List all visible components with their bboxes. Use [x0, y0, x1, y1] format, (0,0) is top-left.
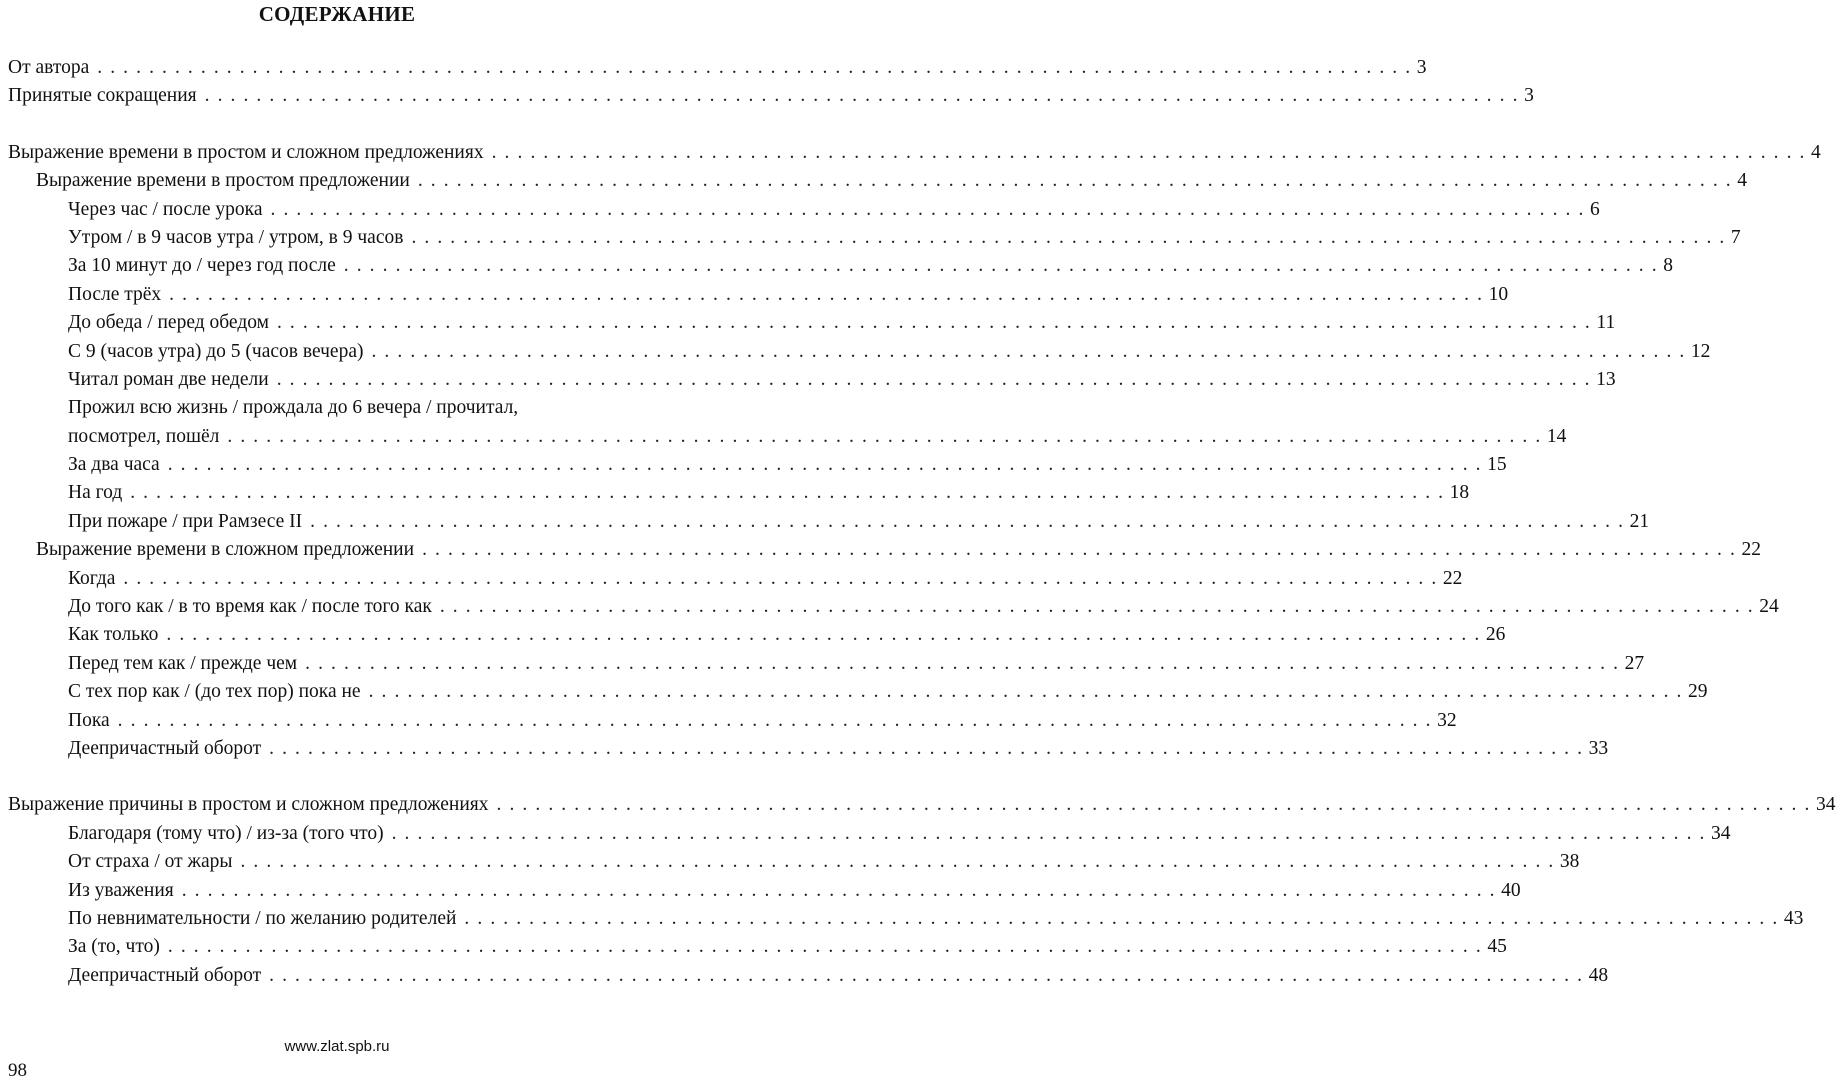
table-of-contents	[0, 54, 1836, 990]
toc-entry[interactable]	[0, 621, 1506, 649]
toc-entry-page: 15	[1487, 454, 1507, 476]
toc-entry[interactable]	[0, 252, 1673, 280]
toc-entry-page: 22	[1442, 567, 1463, 589]
dot-leader: . . . . . . . . . . . . . . . . . . . . . . . . . . . . . . . . . . . . . . . . . . . . . . . . . . . . . . . . . . . . . . . . . . . . . . . . . . . . . . . . . . . . . . . . . . . . . . . . . . . . . .	[276, 368, 1592, 390]
toc-entry[interactable]	[0, 962, 1609, 990]
dot-leader: . . . . . . . . . . . . . . . . . . . . . . . . . . . . . . . . . . . . . . . . . . . . . . . . . . . . . . . . . . . . . . . . . . . . . . . . . . . . . . . . . . . . . . . . . . . . . . . . . . . . . .	[417, 170, 1733, 192]
dot-leader: . . . . . . . . . . . . . . . . . . . . . . . . . . . . . . . . . . . . . . . . . . . . . . . . . . . . . . . . . . . . . . . . . . . . . . . . . . . . . . . . . . . . . . . . . . . . . . . . . . . . . .	[276, 312, 1592, 334]
toc-entry-title: Перед тем как / прежде чем	[68, 652, 298, 674]
toc-entry-title: Пока	[68, 709, 110, 731]
dot-leader: . . . . . . . . . . . . . . . . . . . . . . . . . . . . . . . . . . . . . . . . . . . . . . . . . . . . . . . . . . . . . . . . . . . . . . . . . . . . . . . . . . . . . . . . . . . . . . . . . . . . . .	[371, 340, 1686, 362]
toc-entry-title: По невнимательности / по желанию родителей	[68, 907, 457, 929]
toc-entry-text-line1: Прожил всю жизнь / прождала до 6 вечера / прочитал,	[68, 397, 519, 419]
toc-entry[interactable]	[0, 338, 1711, 366]
toc-entry-page: 48	[1588, 964, 1609, 986]
toc-entry[interactable]	[0, 54, 1427, 82]
toc-entry-title: От страха / от жары	[68, 851, 233, 873]
dot-leader: . . . . . . . . . . . . . . . . . . . . . . . . . . . . . . . . . . . . . . . . . . . . . . . . . . . . . . . . . . . . . . . . . . . . . . . . . . . . . . . . . . . . . . . . . . . . . . . . . . . . . .	[169, 283, 1484, 305]
toc-entry-title: Когда	[68, 567, 116, 589]
toc-entry-title: С тех пор как / (до тех пор) пока не	[68, 681, 361, 703]
toc-entry-title: За 10 минут до / через год после	[68, 255, 336, 277]
toc-entry[interactable]	[0, 167, 1748, 195]
toc-entry-page: 3	[1524, 85, 1534, 107]
toc-entry-page: 22	[1741, 539, 1761, 561]
toc-entry[interactable]	[0, 820, 1731, 848]
toc-entry[interactable]	[0, 224, 1741, 252]
dot-leader: . . . . . . . . . . . . . . . . . . . . . . . . . . . . . . . . . . . . . . . . . . . . . . . . . . . . . . . . . . . . . . . . . . . . . . . . . . . . . . . . . . . . . . . . . . . . . . . . . . . . . .	[270, 198, 1585, 220]
toc-entry[interactable]	[0, 565, 1463, 593]
toc-entry-page: 13	[1596, 368, 1616, 390]
toc-entry-page: 32	[1437, 709, 1457, 731]
dot-leader: . . . . . . . . . . . . . . . . . . . . . . . . . . . . . . . . . . . . . . . . . . . . . . . . . . . . . . . . . . . . . . . . . . . . . . . . . . . . . . . . . . . . . . . . . . . . . . . . . . . . . .	[166, 624, 1481, 646]
toc-entry[interactable]	[0, 707, 1457, 735]
dot-leader: . . . . . . . . . . . . . . . . . . . . . . . . . . . . . . . . . . . . . . . . . . . . . . . . . . . . . . . . . . . . . . . . . . . . . . . . . . . . . . . . . . . . . . . . . . . . . . . . . . . . . .	[240, 851, 1555, 873]
toc-entry-page: 3	[1416, 57, 1427, 78]
dot-leader: . . . . . . . . . . . . . . . . . . . . . . . . . . . . . . . . . . . . . . . . . . . . . . . . . . . . . . . . . . . . . . . . . . . . . . . . . . . . . . . . . . . . . . . . . . . . . . . . . . . . . .	[343, 255, 1659, 277]
toc-entry-title: Благодаря (тому что) / из-за (того что)	[68, 822, 384, 844]
toc-entry[interactable]	[0, 281, 1509, 309]
toc-entry[interactable]	[0, 309, 1616, 337]
toc-entry-title: посмотрел, пошёл	[68, 425, 220, 447]
toc-entry-page: 4	[1737, 170, 1748, 192]
page-number: 98	[8, 1060, 27, 1081]
toc-entry-page: 34	[1711, 822, 1731, 844]
section-gap	[0, 111, 674, 139]
toc-entry[interactable]	[0, 82, 1534, 110]
toc-entry[interactable]	[0, 848, 1580, 876]
dot-leader: . . . . . . . . . . . . . . . . . . . . . . . . . . . . . . . . . . . . . . . . . . . . . . . . . . . . . . . . . . . . . . . . . . . . . . . . . . . . . . . . . . . . . . . . . . . . . . . . . . . . . .	[496, 794, 1811, 816]
dot-leader: . . . . . . . . . . . . . . . . . . . . . . . . . . . . . . . . . . . . . . . . . . . . . . . . . . . . . . . . . . . . . . . . . . . . . . . . . . . . . . . . . . . . . . . . . . . . . . . . . . . . . .	[123, 567, 1438, 589]
toc-entry-title: С 9 (часов утра) до 5 (часов вечера)	[68, 340, 364, 362]
dot-leader: . . . . . . . . . . . . . . . . . . . . . . . . . . . . . . . . . . . . . . . . . . . . . . . . . . . . . . . . . . . . . . . . . . . . . . . . . . . . . . . . . . . . . . . . . . . . . . . . . . . . . .	[305, 652, 1620, 674]
dot-leader: . . . . . . . . . . . . . . . . . . . . . . . . . . . . . . . . . . . . . . . . . . . . . . . . . . . . . . . . . . . . . . . . . . . . . . . . . . . . . . . . . . . . . . . . . . . . . . . . . . . . . .	[181, 879, 1497, 901]
dot-leader: . . . . . . . . . . . . . . . . . . . . . . . . . . . . . . . . . . . . . . . . . . . . . . . . . . . . . . . . . . . . . . . . . . . . . . . . . . . . . . . . . . . . . . . . . . . . . . . . . . . . . .	[422, 539, 1737, 561]
toc-entry-title: Как только	[68, 624, 159, 646]
toc-entry-page: 11	[1596, 312, 1616, 334]
toc-entry[interactable]	[0, 451, 1507, 479]
toc-entry-page: 29	[1688, 681, 1708, 703]
toc-entry-title: За (то, что)	[68, 936, 160, 958]
dot-leader: . . . . . . . . . . . . . . . . . . . . . . . . . . . . . . . . . . . . . . . . . . . . . . . . . . . . . . . . . . . . . . . . . . . . . . . . . . . . . . . . . . . . . . . . . . . . . . . . . . . . . .	[439, 596, 1755, 618]
toc-entry-title: Утром / в 9 часов утра / утром, в 9 часов	[68, 226, 404, 248]
toc-entry-title: Читал роман две недели	[68, 368, 269, 390]
toc-entry-title: Выражение причины в простом и сложном предложениях	[8, 794, 489, 816]
toc-entry-page: 43	[1783, 907, 1804, 929]
toc-entry-page: 34	[1815, 794, 1836, 816]
toc-entry-page: 38	[1559, 851, 1580, 873]
toc-entry-title: Через час / после урока	[68, 198, 263, 220]
toc-entry-page: 12	[1690, 340, 1711, 362]
toc-entry-title: От автора	[8, 57, 90, 78]
toc-entry[interactable]	[0, 593, 1779, 621]
toc-entry-title: До того как / в то время как / после того как	[68, 596, 432, 618]
dot-leader: . . . . . . . . . . . . . . . . . . . . . . . . . . . . . . . . . . . . . . . . . . . . . . . . . . . . . . . . . . . . . . . . . . . . . . . . . . . . . . . . . . . . . . . . . . . . . . . . . . . . . .	[130, 482, 1445, 504]
toc-entry-title: Выражение времени в простом предложении	[36, 170, 410, 192]
page-title: СОДЕРЖАНИЕ	[258, 2, 416, 26]
toc-entry-page: 21	[1629, 510, 1650, 532]
toc-entry-page: 24	[1759, 596, 1779, 618]
toc-entry-title: Выражение времени в сложном предложении	[36, 539, 415, 561]
dot-leader: . . . . . . . . . . . . . . . . . . . . . . . . . . . . . . . . . . . . . . . . . . . . . . . . . . . . . . . . . . . . . . . . . . . . . . . . . . . . . . . . . . . . . . . . . . . . . . . . . . . . . .	[269, 737, 1584, 759]
toc-entry-page: 10	[1488, 283, 1509, 305]
toc-entry-title: Деепричастный оборот	[68, 964, 262, 986]
dot-leader: . . . . . . . . . . . . . . . . . . . . . . . . . . . . . . . . . . . . . . . . . . . . . . . . . . . . . . . . . . . . . . . . . . . . . . . . . . . . . . . . . . . . . . . . . . . . . . . . . . . . . .	[411, 226, 1726, 248]
dot-leader: . . . . . . . . . . . . . . . . . . . . . . . . . . . . . . . . . . . . . . . . . . . . . . . . . . . . . . . . . . . . . . . . . . . . . . . . . . . . . . . . . . . . . . . . . . . . . . . . . . . . . .	[97, 57, 1412, 78]
toc-entry[interactable]	[0, 366, 1616, 394]
toc-entry[interactable]	[0, 423, 1567, 451]
toc-entry[interactable]	[0, 791, 1836, 819]
dot-leader: . . . . . . . . . . . . . . . . . . . . . . . . . . . . . . . . . . . . . . . . . . . . . . . . . . . . . . . . . . . . . . . . . . . . . . . . . . . . . . . . . . . . . . . . . . . . . . . . . . . . . .	[391, 822, 1707, 844]
toc-entry-page: 26	[1485, 624, 1506, 646]
toc-entry[interactable]	[0, 933, 1507, 961]
toc-entry[interactable]	[0, 536, 1761, 564]
toc-entry[interactable]	[0, 877, 1521, 905]
toc-entry-page: 27	[1624, 652, 1645, 674]
toc-entry-page: 40	[1501, 879, 1521, 901]
toc-entry-page: 14	[1546, 425, 1567, 447]
dot-leader: . . . . . . . . . . . . . . . . . . . . . . . . . . . . . . . . . . . . . . . . . . . . . . . . . . . . . . . . . . . . . . . . . . . . . . . . . . . . . . . . . . . . . . . . . . . . . . . . . . . . . .	[368, 681, 1684, 703]
toc-entry-title: После трёх	[68, 283, 162, 305]
toc-entry[interactable]	[0, 735, 1609, 763]
section-gap	[0, 763, 674, 791]
dot-leader: . . . . . . . . . . . . . . . . . . . . . . . . . . . . . . . . . . . . . . . . . . . . . . . . . . . . . . . . . . . . . . . . . . . . . . . . . . . . . . . . . . . . . . . . . . . . . . . . . . . . . .	[167, 936, 1483, 958]
dot-leader: . . . . . . . . . . . . . . . . . . . . . . . . . . . . . . . . . . . . . . . . . . . . . . . . . . . . . . . . . . . . . . . . . . . . . . . . . . . . . . . . . . . . . . . . . . . . . . . . . . . . . .	[269, 964, 1584, 986]
toc-entry-title: До обеда / перед обедом	[68, 312, 269, 334]
toc-entry-page: 45	[1487, 936, 1507, 958]
footer-url: www.zlat.spb.ru	[284, 1038, 390, 1055]
toc-entry-title: Принятые сокращения	[8, 85, 197, 107]
toc-entry[interactable]	[0, 196, 1600, 224]
dot-leader: . . . . . . . . . . . . . . . . . . . . . . . . . . . . . . . . . . . . . . . . . . . . . . . . . . . . . . . . . . . . . . . . . . . . . . . . . . . . . . . . . . . . . . . . . . . . . . . . . . . . . .	[167, 454, 1483, 476]
dot-leader: . . . . . . . . . . . . . . . . . . . . . . . . . . . . . . . . . . . . . . . . . . . . . . . . . . . . . . . . . . . . . . . . . . . . . . . . . . . . . . . . . . . . . . . . . . . . . . . . . . . . . .	[227, 425, 1542, 447]
toc-entry-title: Из уважения	[68, 879, 174, 901]
toc-entry[interactable]	[0, 479, 1470, 507]
toc-entry-page: 7	[1730, 226, 1741, 248]
toc-entry-page: 6	[1589, 198, 1600, 220]
toc-entry-title: За два часа	[68, 454, 160, 476]
dot-leader: . . . . . . . . . . . . . . . . . . . . . . . . . . . . . . . . . . . . . . . . . . . . . . . . . . . . . . . . . . . . . . . . . . . . . . . . . . . . . . . . . . . . . . . . . . . . . . . . . . . . . .	[464, 907, 1779, 929]
dot-leader: . . . . . . . . . . . . . . . . . . . . . . . . . . . . . . . . . . . . . . . . . . . . . . . . . . . . . . . . . . . . . . . . . . . . . . . . . . . . . . . . . . . . . . . . . . . . . . . . . . . . . .	[204, 85, 1520, 107]
dot-leader: . . . . . . . . . . . . . . . . . . . . . . . . . . . . . . . . . . . . . . . . . . . . . . . . . . . . . . . . . . . . . . . . . . . . . . . . . . . . . . . . . . . . . . . . . . . . . . . . . . . . . .	[491, 141, 1807, 163]
toc-entry[interactable]	[0, 678, 1708, 706]
toc-entry-title: Деепричастный оборот	[68, 737, 262, 759]
toc-entry-page: 33	[1588, 737, 1609, 759]
toc-entry[interactable]	[0, 905, 1804, 933]
dot-leader: . . . . . . . . . . . . . . . . . . . . . . . . . . . . . . . . . . . . . . . . . . . . . . . . . . . . . . . . . . . . . . . . . . . . . . . . . . . . . . . . . . . . . . . . . . . . . . . . . . . . . .	[117, 709, 1433, 731]
toc-entry[interactable]	[0, 508, 1650, 536]
toc-entry-page: 8	[1663, 255, 1673, 277]
toc-entry-title: При пожаре / при Рамзесе II	[68, 510, 303, 532]
toc-entry-title: На год	[68, 482, 123, 504]
toc-entry[interactable]	[0, 139, 1821, 167]
toc-entry-page: 18	[1449, 482, 1470, 504]
toc-entry[interactable]	[0, 650, 1645, 678]
toc-entry-title: Выражение времени в простом и сложном предложениях	[8, 141, 484, 163]
toc-entry-page: 4	[1811, 141, 1821, 163]
dot-leader: . . . . . . . . . . . . . . . . . . . . . . . . . . . . . . . . . . . . . . . . . . . . . . . . . . . . . . . . . . . . . . . . . . . . . . . . . . . . . . . . . . . . . . . . . . . . . . . . . . . . . .	[310, 510, 1625, 532]
